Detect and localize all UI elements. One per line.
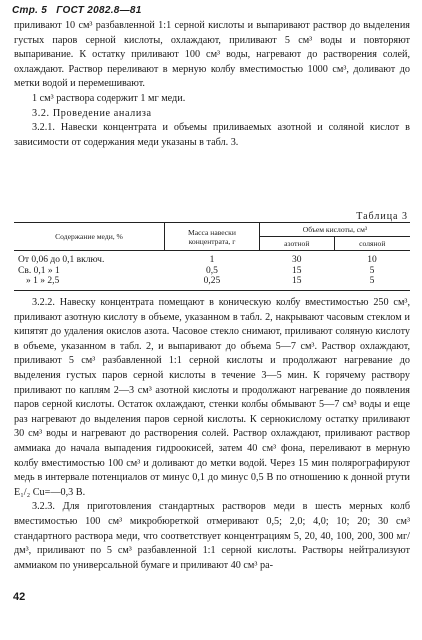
table-row (14, 266, 410, 277)
table-caption: Таблица 3 (356, 211, 408, 222)
intro-paragraph: приливают 10 см³ разбавленной 1:1 серной кислоты и выпаривают раствор до выделения густых паров серной кислоты, охлаждают, приливают 5 см³ воды и повторяют выпаривание. К остатку приливают 100 см³ воды, нагревают до растворения солей, охлаждают. Раствор переливают в мерную колбу вместимостью 1000 см³, доливают до метки водой и перемешивают. (14, 20, 410, 90)
cell-mass: 1 (209, 255, 215, 265)
paragraph-3-2-1: 3.2.1. Навески концентрата и объемы приливаемых азотной и соляной кислот в зависимости от содержания меди указаны в табл. 3. (14, 122, 410, 148)
cell-hydrochloric: 5 (369, 265, 375, 276)
cell-hydrochloric: 5 (334, 276, 410, 290)
section-heading: 3.2. Проведение анализа (32, 107, 152, 119)
col-header-copper: Содержание меди, % (14, 223, 164, 251)
page-header (12, 5, 148, 16)
cell-mass: 0,5 (206, 265, 218, 276)
col-header-hydrochloric: соляной (334, 237, 410, 251)
cell-mass: 0,25 (164, 276, 259, 290)
table-3 (14, 222, 410, 291)
cell-copper: От 0,06 до 0,1 включ. (18, 255, 105, 265)
standard-code: ГОСТ 2082.8—81 (56, 5, 142, 16)
page-number: 42 (13, 591, 26, 603)
cell-nitric: 30 (292, 255, 302, 265)
text-block-bottom (14, 296, 410, 573)
cell-hydrochloric: 10 (367, 255, 377, 265)
table-row (14, 276, 410, 290)
col-header-mass: Масса навески концентрата, г (164, 223, 259, 251)
cell-nitric: 15 (292, 265, 302, 276)
cell-copper: Св. 0,1 » 1 (18, 265, 60, 276)
paragraph-3-2-3: 3.2.3. Для приготовления стандартных растворов меди в шесть мерных колб вместимостью 100 см³ микробюреткой отмеривают 0,5; 2,0; 4,0; 10; 20; 30 см³ стандартного раствора меди, что соответствует концентрациям 5, 20, 40, 100, 200, 300 мг/дм³, приливают по 5 см³ разбавленной 1:1 серной кислоты. Растворы нейтрализуют аммиаком по универсальной бумаге и приливают 40 см³ ра- (14, 501, 410, 571)
copper-content-note: 1 см³ раствора содержит 1 мг меди. (32, 92, 186, 104)
paragraph-3-2-2: 3.2.2. Навеску концентрата помещают в коническую колбу вместимостью 250 см³, приливают азотную кислоту в объеме, указанном в табл. 2, накрывают часовым стеклом и кипятят до удаления окислов азота. Часовое стекло снимают, приливают соляную кислоту в объеме, указанном в табл. 2, и выпаривают до объема 5—7 см³. Раствор охлаждают, приливают 5 см³ разбавленной 1:1 серной кислоты и продолжают нагревание до выделения густых паров серной кислоты в течение 3—5 мин. К горячему раствору приливают по каплям 2—3 см³ азотной кислоты и продолжают нагревание до появления паров серной кислоты. Остаток охлаждают, стенки колбы обмывают 5—7 см³ воды и еще раз нагревают до выделения паров серной кислоты. К сернокислому остатку приливают 30 см³ воды и нагревают до растворения солей. Раствор охлаждают, приливают раствор аммиака до начала выпадения гидроокисей, затем 40 см³ фона, переливают в мерную колбу вместимостью 100 см³ и доливают до метки водой. Через 15 мин полярографируют медь в интервале потенциалов от минус 0,1 до минус 0,5 В по отношению к донной ртути E₁/₂ Cu=—0,3 В. (14, 297, 410, 498)
cell-nitric: 15 (260, 276, 335, 290)
page-label: Стр. 5 (12, 5, 48, 16)
col-header-acid-volume: Объем кислоты, см³ (260, 223, 411, 237)
table-row (14, 255, 410, 266)
cell-copper: » 1 » 2,5 (14, 276, 164, 290)
col-header-nitric: азотной (260, 237, 335, 251)
text-block-top (14, 19, 410, 150)
